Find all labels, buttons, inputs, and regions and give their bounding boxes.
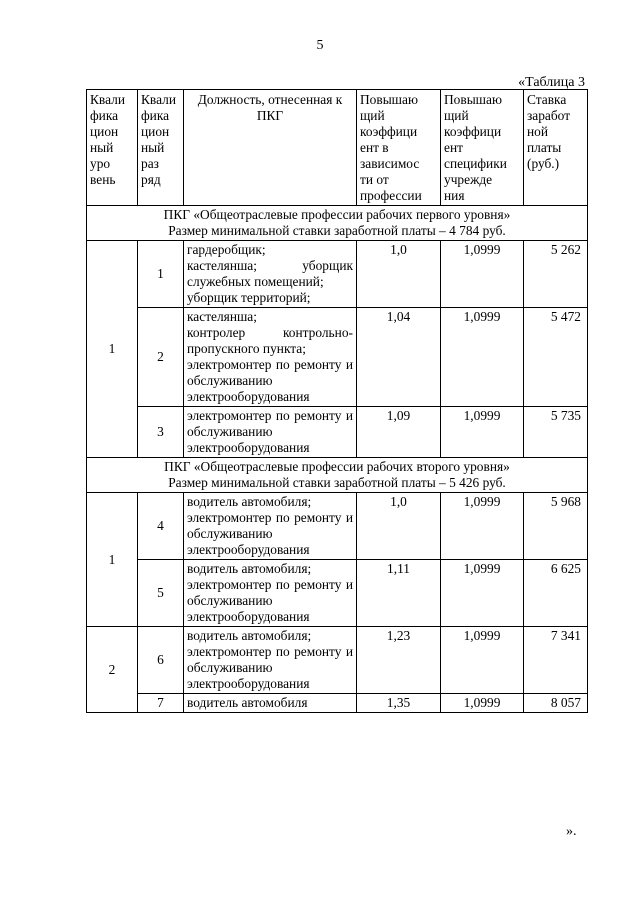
qualification-grade: 6 xyxy=(138,627,184,694)
position-cell: кастелянша; контролер контрольно-пропускного пункта; электромонтер по ремонту и обслуживанию электрооборудования xyxy=(184,308,357,407)
coef-profession: 1,35 xyxy=(357,694,441,713)
salary-rate: 6 625 xyxy=(524,560,588,627)
position-cell: гардеробщик; кастелянша; уборщик служебных помещений; уборщик территорий; xyxy=(184,241,357,308)
position-cell: водитель автомобиля; электромонтер по ремонту и обслуживанию электрооборудования xyxy=(184,627,357,694)
qualification-level: 1 xyxy=(87,493,138,627)
coef-institution: 1,0999 xyxy=(441,560,524,627)
coef-profession: 1,0 xyxy=(357,493,441,560)
group-title: ПКГ «Общеотраслевые профессии рабочих второго уровня» xyxy=(164,459,510,474)
header-position: Должность, отнесенная к ПКГ xyxy=(184,90,357,206)
salary-rate: 5 968 xyxy=(524,493,588,560)
header-level: Квали фика цион ный уро вень xyxy=(87,90,138,206)
coef-institution: 1,0999 xyxy=(441,694,524,713)
coef-institution: 1,0999 xyxy=(441,241,524,308)
coef-profession: 1,0 xyxy=(357,241,441,308)
coef-institution: 1,0999 xyxy=(441,627,524,694)
table-row xyxy=(87,694,588,713)
salary-table xyxy=(86,89,588,713)
header-row xyxy=(87,90,588,206)
group-min-rate: Размер минимальной ставки заработной платы – 4 784 руб. xyxy=(168,223,506,238)
coef-profession: 1,09 xyxy=(357,407,441,458)
header-grade: Квали фика цион ный раз ряд xyxy=(138,90,184,206)
group-header xyxy=(87,458,588,493)
salary-rate: 5 472 xyxy=(524,308,588,407)
table-row xyxy=(87,407,588,458)
qualification-grade: 7 xyxy=(138,694,184,713)
qualification-grade: 5 xyxy=(138,560,184,627)
coef-profession: 1,23 xyxy=(357,627,441,694)
qualification-grade: 2 xyxy=(138,308,184,407)
table-row xyxy=(87,493,588,560)
coef-institution: 1,0999 xyxy=(441,308,524,407)
coef-institution: 1,0999 xyxy=(441,493,524,560)
table-row xyxy=(87,241,588,308)
salary-rate: 8 057 xyxy=(524,694,588,713)
table-row xyxy=(87,560,588,627)
group-min-rate: Размер минимальной ставки заработной платы – 5 426 руб. xyxy=(168,475,506,490)
qualification-level: 1 xyxy=(87,241,138,458)
table-caption: «Таблица 3 xyxy=(518,75,585,90)
closing-quote: ». xyxy=(566,824,577,839)
qualification-grade: 3 xyxy=(138,407,184,458)
salary-rate: 5 735 xyxy=(524,407,588,458)
position-cell: водитель автомобиля; электромонтер по ремонту и обслуживанию электрооборудования xyxy=(184,560,357,627)
coef-profession: 1,04 xyxy=(357,308,441,407)
position-cell: водитель автомобиля xyxy=(184,694,357,713)
page-number: 5 xyxy=(316,38,324,53)
header-coef-profession: Повышаю щий коэффици ент в зависимос ти от профессии xyxy=(357,90,441,206)
coef-institution: 1,0999 xyxy=(441,407,524,458)
coef-profession: 1,11 xyxy=(357,560,441,627)
position-cell: водитель автомобиля; электромонтер по ремонту и обслуживанию электрооборудования xyxy=(184,493,357,560)
salary-rate: 7 341 xyxy=(524,627,588,694)
header-rate: Ставка заработ ной платы (руб.) xyxy=(524,90,588,206)
salary-rate: 5 262 xyxy=(524,241,588,308)
group-header xyxy=(87,206,588,241)
position-cell: электромонтер по ремонту и обслуживанию электрооборудования xyxy=(184,407,357,458)
table-row xyxy=(87,627,588,694)
header-coef-institution: Повышаю щий коэффици ент специфики учрежде ния xyxy=(441,90,524,206)
group-header-row xyxy=(87,206,588,241)
table-row xyxy=(87,308,588,407)
qualification-grade: 1 xyxy=(138,241,184,308)
table-body xyxy=(87,206,588,713)
qualification-level: 2 xyxy=(87,627,138,713)
group-header-row xyxy=(87,458,588,493)
group-title: ПКГ «Общеотраслевые профессии рабочих первого уровня» xyxy=(163,207,511,222)
qualification-grade: 4 xyxy=(138,493,184,560)
